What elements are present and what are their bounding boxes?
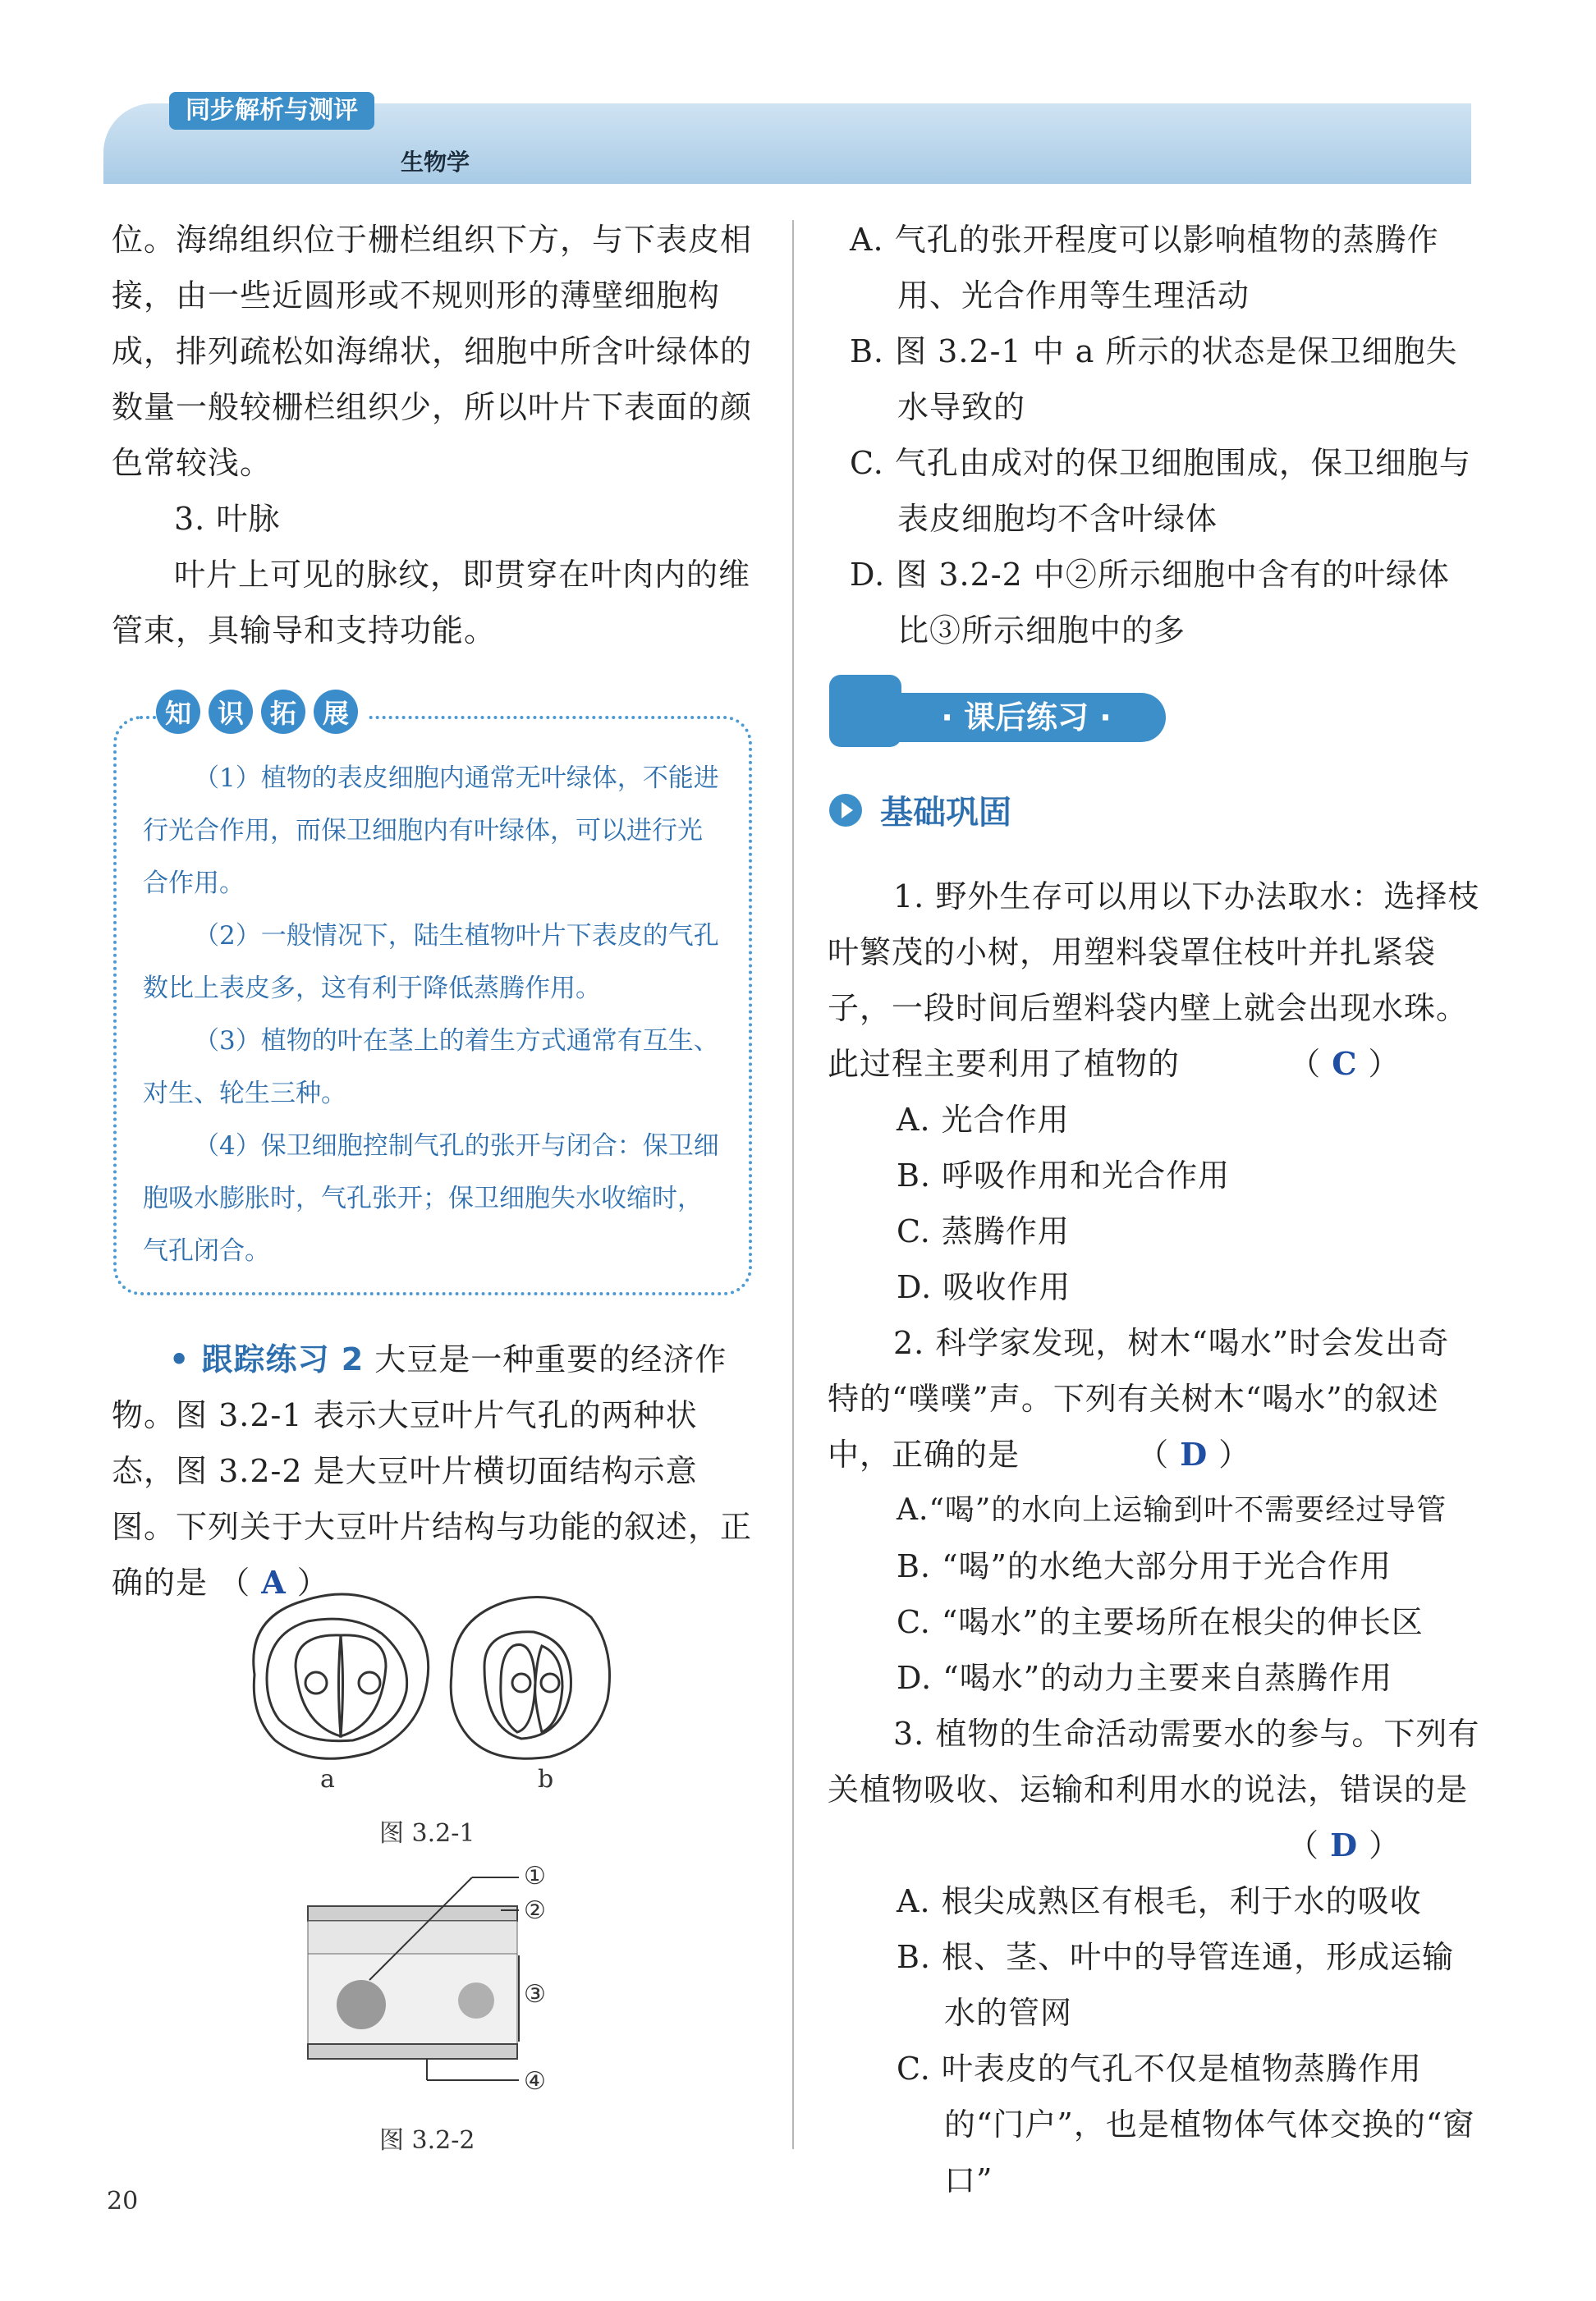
- track-exercise-2: • 跟踪练习 2 大豆是一种重要的经济作物。图 3.2-1 表示大豆叶片气孔的两种状态，图 3.2-2 是大豆叶片横切面结构示意图。下列关于大豆叶片结构与功能的叙述，正确的是 （ A ）: [112, 1341, 753, 1601]
- section-heading: [829, 786, 1011, 833]
- question-stem: 2. 科学家发现，树木“喝水”时会发出奇特的“噗噗”声。下列有关树木“喝水”的叙述中，正确的是: [828, 1325, 1450, 1473]
- track-label: • 跟踪练习 2: [169, 1341, 365, 1377]
- q3-option: B. 根、茎、叶中的导管连通，形成运输水的管网: [897, 1939, 1455, 2031]
- question-stem: 1. 野外生存可以用以下办法取水：选择枝叶繁茂的小树，用塑料袋罩住枝叶并扎紧袋子，一段时间后塑料袋内壁上就会出现水珠。此过程主要利用了植物的: [828, 878, 1480, 1082]
- q2-option: C. “喝水”的主要场所在根尖的伸长区: [897, 1604, 1424, 1640]
- title-char: 拓: [261, 690, 305, 734]
- figure-mark-2: ②: [524, 1896, 546, 1925]
- banner-title: · 课后练习 ·: [887, 693, 1166, 742]
- q3-option: A. 根尖成熟区有根毛，利于水的吸收: [897, 1883, 1422, 1919]
- track-option: D. 图 3.2-2 中②所示细胞中含有的叶绿体比③所示细胞中的多: [850, 557, 1450, 649]
- knowledge-extension-title: [156, 690, 368, 734]
- q1-option: A. 光合作用: [897, 1102, 1070, 1138]
- extension-item: （2）一般情况下，陆生植物叶片下表皮的气孔数比上表皮多，这有利于降低蒸腾作用。: [143, 921, 719, 1003]
- track-option: A. 气孔的张开程度可以影响植物的蒸腾作用、光合作用等生理活动: [850, 222, 1439, 314]
- q3-option: C. 叶表皮的气孔不仅是植物蒸腾作用的“门户”，也是植物体气体交换的“窗口”: [897, 2051, 1475, 2198]
- q1-option: D. 吸收作用: [897, 1269, 1071, 1305]
- section-title: 基础巩固: [880, 794, 1011, 832]
- stomata-figure: [238, 1576, 624, 1798]
- question-3: 3. 植物的生命活动需要水的参与。下列有关植物吸收、运输和利用水的说法，错误的是 （ D ）: [828, 1716, 1480, 1863]
- figure-mark-1: ①: [524, 1862, 546, 1891]
- question-1: 1. 野外生存可以用以下办法取水：选择枝叶繁茂的小树，用塑料袋罩住枝叶并扎紧袋子，一段时间后塑料袋内壁上就会出现水珠。此过程主要利用了植物的 （ C ）: [828, 878, 1480, 1082]
- paragraph-spongy-tissue: 位。海绵组织位于栅栏组织下方，与下表皮相接，由一些近圆形或不规则形的薄壁细胞构成，排列疏松如海绵状，细胞中所含叶绿体的数量一般较栅栏组织少，所以叶片下表面的颜色常较浅。: [112, 222, 753, 481]
- leaf-cross-section-figure: [304, 1865, 525, 2111]
- figure-mark-3: ③: [524, 1980, 546, 2009]
- answer-mark: A: [261, 1564, 287, 1601]
- figure-label-a: a: [320, 1765, 335, 1794]
- title-char: 展: [314, 690, 358, 734]
- extension-item: （3）植物的叶在茎上的着生方式通常有互生、对生、轮生三种。: [143, 1026, 719, 1108]
- title-char: 知: [156, 690, 200, 734]
- q2-option: D. “喝水”的动力主要来自蒸腾作用: [897, 1660, 1393, 1696]
- figure-caption: 图 3.2-2: [379, 2126, 475, 2155]
- series-title: 同步解析与测评: [169, 92, 374, 130]
- figure-mark-4: ④: [524, 2067, 546, 2096]
- answer-mark: D: [1180, 1436, 1208, 1473]
- figure-label-b: b: [538, 1765, 554, 1794]
- track-option: C. 气孔由成对的保卫细胞围成，保卫细胞与表皮细胞均不含叶绿体: [850, 445, 1471, 537]
- paragraph-leaf-vein: 叶片上可见的脉纹，即贯穿在叶肉内的维管束，具输导和支持功能。: [112, 557, 751, 649]
- track-stem: 大豆是一种重要的经济作物。图 3.2-1 表示大豆叶片气孔的两种状态，图 3.2-2 是大豆叶片横切面结构示意图。下列关于大豆叶片结构与功能的叙述，正确的是: [112, 1341, 753, 1601]
- question-2: 2. 科学家发现，树木“喝水”时会发出奇特的“噗噗”声。下列有关树木“喝水”的叙述中，正确的是 （ D ）: [828, 1325, 1450, 1473]
- page-header: [103, 92, 1471, 184]
- extension-item: （1）植物的表皮细胞内通常无叶绿体，不能进行光合作用，而保卫细胞内有叶绿体，可以进行光合作用。: [143, 763, 719, 898]
- figure-caption: 图 3.2-1: [379, 1819, 475, 1848]
- track-option: B. 图 3.2-1 中 a 所示的状态是保卫细胞失水导致的: [850, 333, 1458, 425]
- title-char: 识: [209, 690, 253, 734]
- answer-mark: D: [1330, 1827, 1359, 1863]
- after-class-exercise-banner: [829, 675, 1166, 747]
- play-arrow-icon: [829, 794, 862, 827]
- question-stem: 3. 植物的生命活动需要水的参与。下列有关植物吸收、运输和利用水的说法，错误的是: [828, 1716, 1480, 1808]
- q2-option: B. “喝”的水绝大部分用于光合作用: [897, 1548, 1392, 1584]
- answer-mark: C: [1332, 1045, 1358, 1082]
- heading-leaf-vein: 3. 叶脉: [174, 501, 281, 537]
- subject-label: 生物学: [401, 149, 470, 176]
- extension-item: （4）保卫细胞控制气孔的张开与闭合：保卫细胞吸水膨胀时，气孔张开；保卫细胞失水收缩时，气孔闭合。: [143, 1131, 719, 1266]
- page-number: 20: [107, 2187, 139, 2216]
- q1-option: B. 呼吸作用和光合作用: [897, 1157, 1231, 1194]
- q1-option: C. 蒸腾作用: [897, 1213, 1070, 1249]
- q2-option: A.“喝”的水向上运输到叶不需要经过导管: [897, 1493, 1447, 1527]
